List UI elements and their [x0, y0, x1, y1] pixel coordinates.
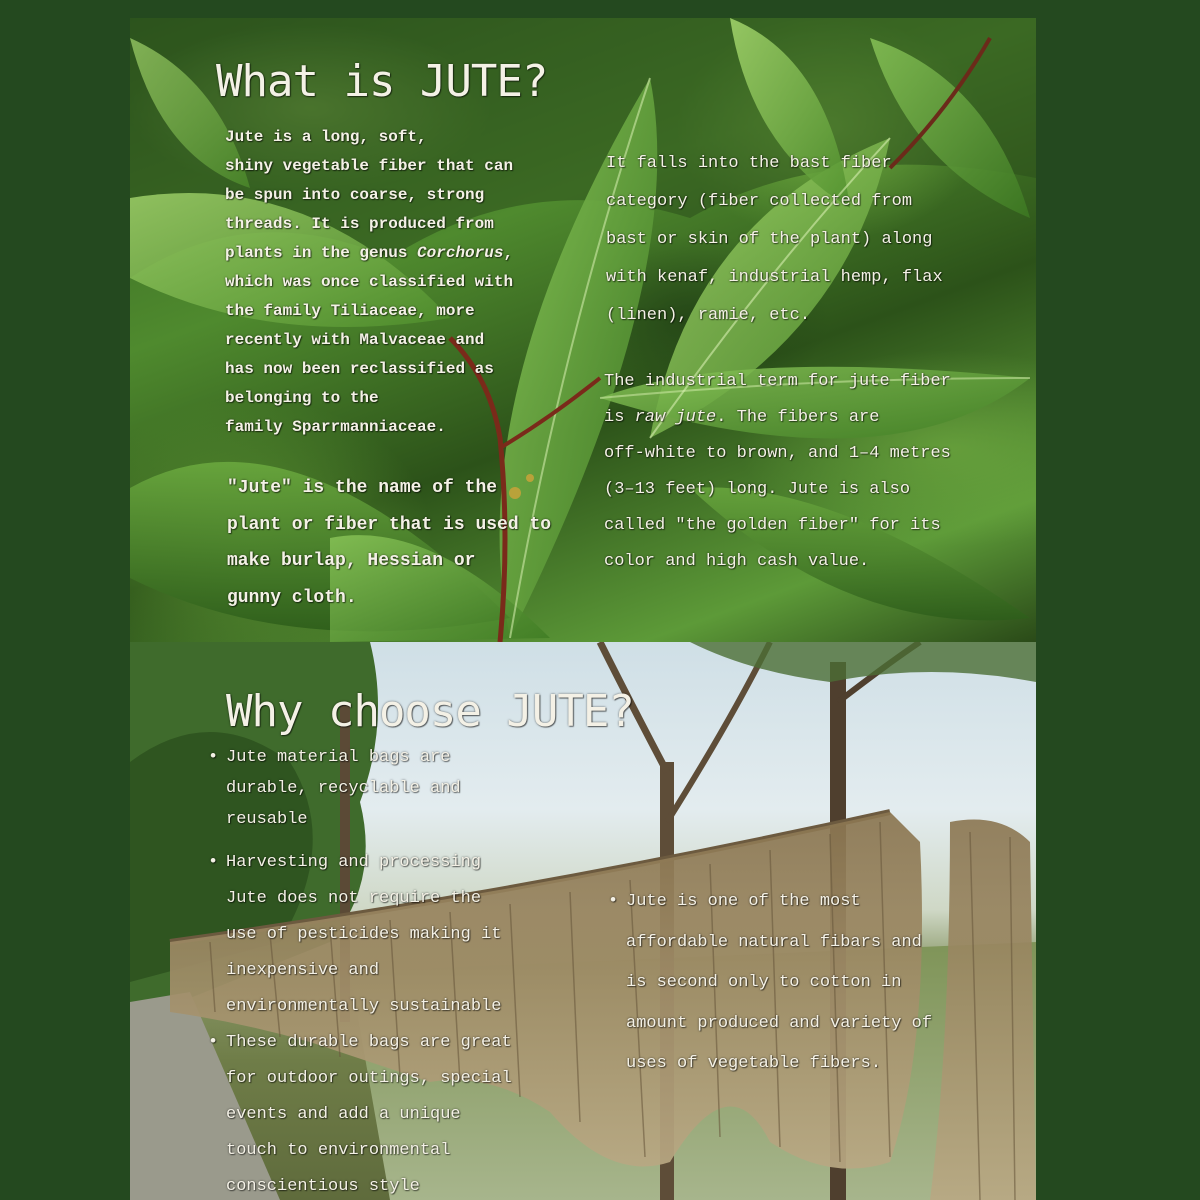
leaves-photo-panel — [130, 18, 1036, 642]
drying-jute-photo-panel — [130, 642, 1036, 1200]
corchorus-genus-name: Corchorus — [417, 244, 504, 262]
list-item: • Harvesting and processing Jute does not require the use of pesticides making it inexpensive and environmentally sustainable — [208, 845, 548, 1025]
jute-usage-paragraph: "Jute" is the name of the plant or fiber that is used to make burlap, Hessian or gunny cloth. — [227, 478, 552, 608]
raw-jute-text-b: . The fibers are off-white to brown, and 1–4 metres (3–13 feet) long. Jute is also called "the golden fiber" for its color and high cash value. — [604, 408, 951, 571]
bast-fiber-paragraph: It falls into the bast fiber category (fiber collected from bast or skin of the plant) along with kenaf, industrial hemp, flax (linen), ramie, etc. — [606, 154, 943, 325]
why-jute-right-list — [608, 882, 1008, 1085]
why-jute-left-list — [208, 742, 548, 1200]
list-item: • These durable bags are great for outdoor outings, special events and add a unique touch to environmental conscientious style — [208, 1025, 548, 1200]
raw-jute-paragraph — [604, 364, 1024, 580]
list-item: • Jute is one of the most affordable natural fibars and is second only to cotton in amount produced and variety of uses of vegetable fibers. — [608, 882, 1008, 1085]
raw-jute-text-a: The industrial term for jute fiber is — [604, 372, 951, 427]
why-choose-jute-title: Why choose JUTE? — [226, 686, 634, 737]
list-item: • Jute material bags are durable, recyclable and reusable — [208, 742, 548, 835]
what-is-jute-title: What is JUTE? — [216, 56, 548, 107]
jute-definition-text-a: Jute is a long, soft, shiny vegetable fiber that can be spun into coarse, strong threads. It is produced from plants in the genus — [225, 128, 514, 262]
jute-poster — [130, 18, 1036, 1200]
raw-jute-term: raw jute — [634, 408, 717, 427]
jute-definition-paragraph — [225, 123, 555, 442]
jute-definition-text-b: , which was once classified with the family Tiliaceae, more recently with Malvaceae and has now been reclassified as belonging to the family Sparrmanniaceae. — [225, 244, 514, 436]
